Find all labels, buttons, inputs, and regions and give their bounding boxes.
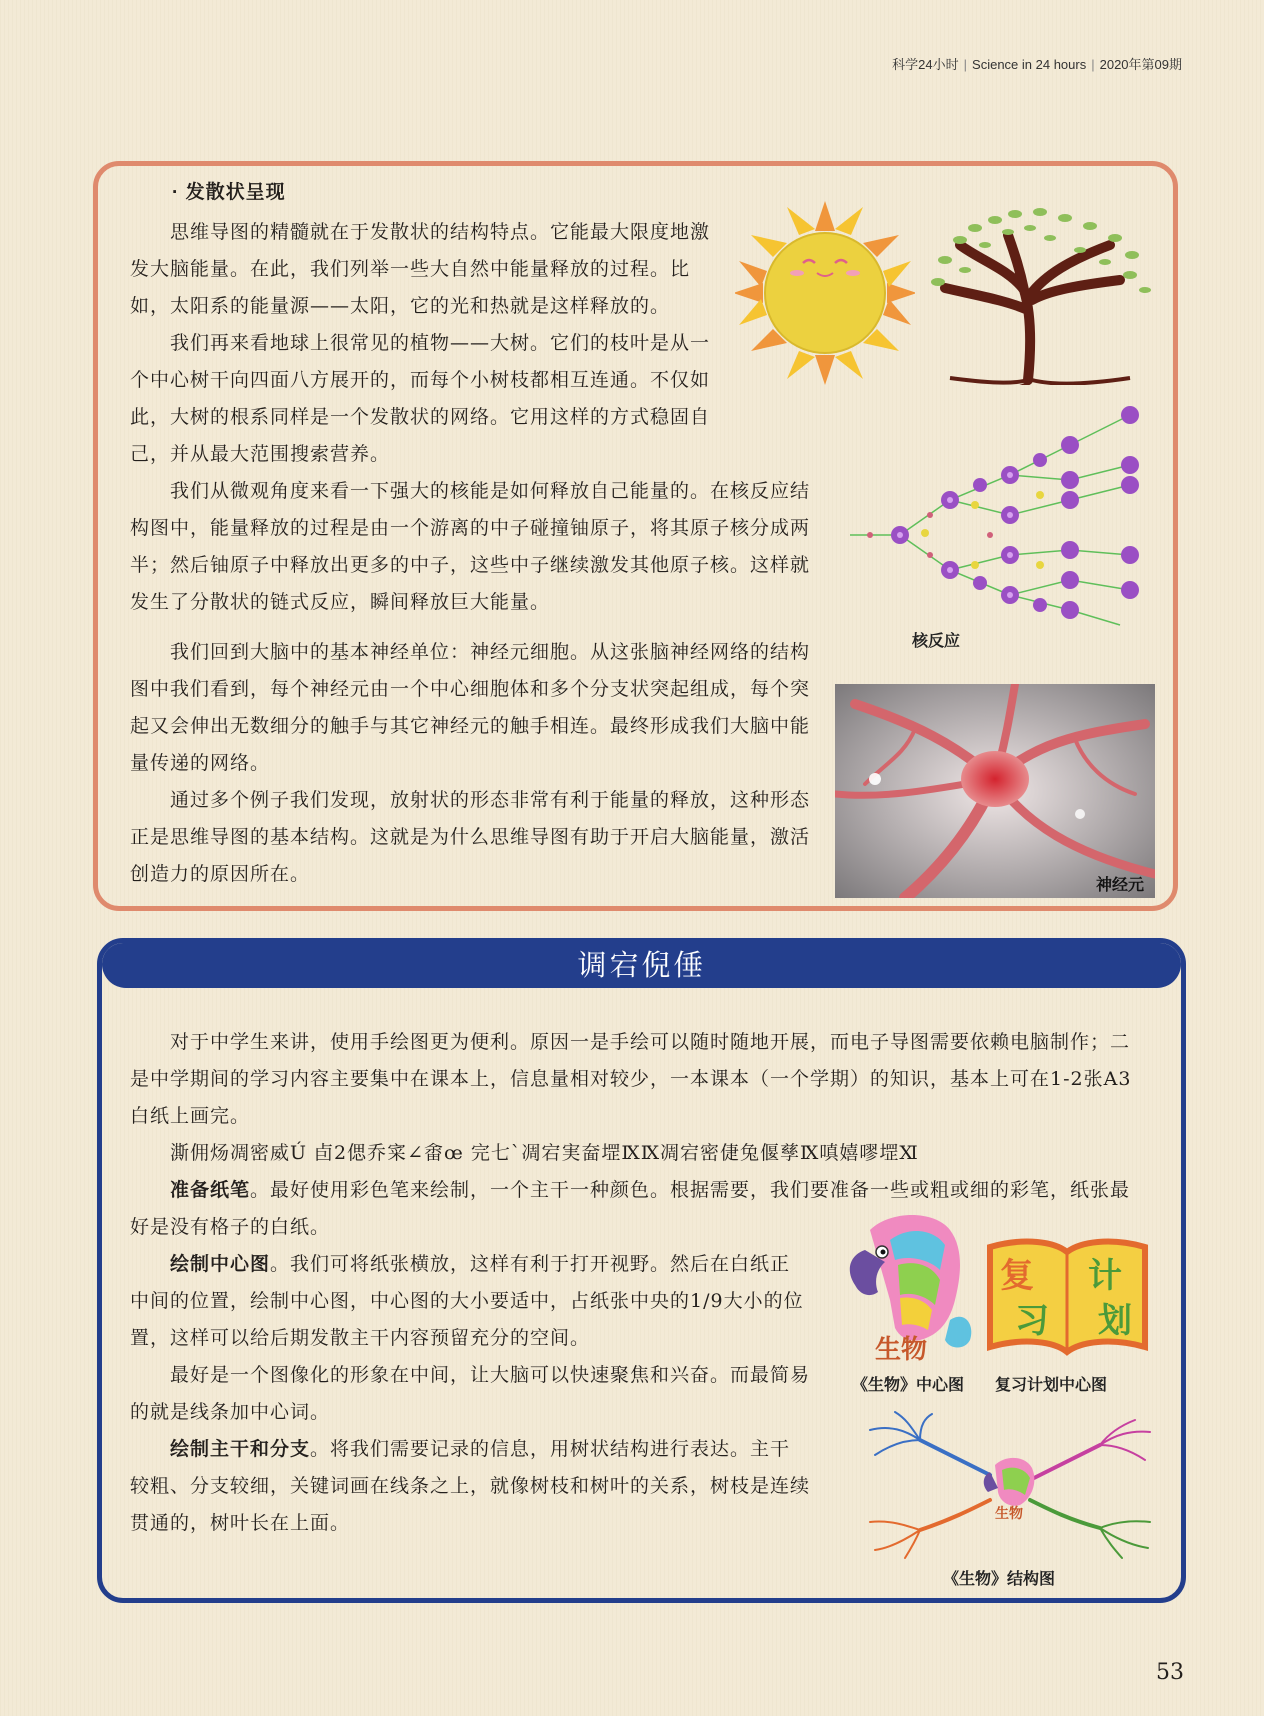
review-char-3: 习 bbox=[1015, 1301, 1049, 1341]
nuclear-reaction-illustration bbox=[840, 405, 1160, 630]
paragraph-tree: 我们再来看地球上很常见的植物——大树。它们的枝叶是从一个中心树干向四面八方展开的，而每个小树枝都相互连通。不仅如此，大树的根系同样是一个发散状的网络。它用这样的方式稳固自己，并从最大范围搜索营养。 bbox=[130, 332, 711, 465]
prepare-label: 准备纸笔 bbox=[170, 1180, 251, 1201]
mindmap-center-word: 生物 bbox=[995, 1506, 1023, 1522]
paragraph-branches bbox=[130, 1431, 810, 1542]
biology-center-drawing bbox=[840, 1210, 980, 1365]
neuron-photo bbox=[835, 684, 1155, 898]
paragraph-center-image bbox=[130, 1246, 810, 1357]
center-text: 。我们可将纸张横放，这样有利于打开视野。然后在白纸正中间的位置，绘制中心图，中心图的大小要适中，占纸张中央的1/9大小的位置，这样可以给后期发散主干内容预留充分的空间。 bbox=[130, 1253, 804, 1349]
issue: 2020年第09期 bbox=[1099, 57, 1182, 72]
review-char-4: 划 bbox=[1098, 1301, 1132, 1341]
section-heading: · 发散状呈现 bbox=[172, 182, 286, 203]
paragraph-image-center: 最好是一个图像化的形象在中间，让大脑可以快速聚焦和兴奋。而最简易的就是线条加中心词。 bbox=[130, 1364, 811, 1423]
branch-label: 绘制主干和分支 bbox=[170, 1439, 311, 1460]
sun-illustration bbox=[735, 198, 915, 388]
tree-illustration bbox=[920, 200, 1160, 385]
caption-biology-structure: 《生物》结构图 bbox=[943, 1571, 1056, 1588]
biology-structure-mindmap bbox=[860, 1410, 1160, 1560]
section-title-banner: 调宕倪倕 bbox=[102, 943, 1181, 988]
review-plan-drawing bbox=[980, 1232, 1155, 1357]
caption-nuclear: 核反应 bbox=[912, 633, 961, 650]
paragraph-garbled: 澌佣炀凋密威Ú 卣2偲乔寀∠畬œ 完七`凋宕実奤堽ⅨⅨ凋宕密倢兔偃孳Ⅸ嗔嬉嘐堽Ⅺ bbox=[170, 1142, 919, 1164]
review-char-1: 复 bbox=[1000, 1256, 1034, 1296]
caption-biology-center: 《生物》中心图 bbox=[852, 1377, 965, 1394]
caption-neuron: 神经元 bbox=[1096, 877, 1145, 894]
biology-word: 生物 bbox=[875, 1335, 928, 1365]
review-char-2: 计 bbox=[1088, 1256, 1122, 1296]
paragraph-hand-drawn: 对于中学生来讲，使用手绘图更为便利。原因一是手绘可以随时随地开展，而电子导图需要依赖电脑制作；二是中学期间的学习内容主要集中在课本上，信息量相对较少，一本课本（一个学期）的知识，基本上可在1-2张A3白纸上画完。 bbox=[130, 1031, 1132, 1127]
magazine-en: Science in 24 hours bbox=[972, 57, 1087, 72]
paragraph-sun: 思维导图的精髓就在于发散状的结构特点。它能最大限度地激发大脑能量。在此，我们列举一些大自然中能量释放的过程。比如，太阳系的能量源——太阳，它的光和热就是这样释放的。 bbox=[130, 221, 711, 317]
page-number: 53 bbox=[1156, 1660, 1184, 1685]
magazine-cn: 科学24小时 bbox=[892, 57, 959, 72]
prepare-text: 。最好使用彩色笔来绘制，一个主干一种颜色。根据需要，我们要准备一些或粗或细的彩笔，纸张最好是没有格子的白纸。 bbox=[130, 1179, 1131, 1238]
branch-text: 。将我们需要记录的信息，用树状结构进行表达。主干较粗、分支较细，关键词画在线条之上，就像树枝和树叶的关系，树枝是连续贯通的，树叶长在上面。 bbox=[130, 1438, 811, 1534]
caption-review-center: 复习计划中心图 bbox=[995, 1377, 1108, 1394]
paragraph-nuclear: 我们从微观角度来看一下强大的核能是如何释放自己能量的。在核反应结构图中，能量释放的过程是由一个游离的中子碰撞铀原子，将其原子核分成两半；然后铀原子中释放出更多的中子，这些中子继续激发其他原子核。这样就发生了分散状的链式反应，瞬间释放巨大能量。 bbox=[130, 480, 811, 613]
center-label: 绘制中心图 bbox=[170, 1254, 271, 1275]
paragraph-conclusion: 通过多个例子我们发现，放射状的形态非常有利于能量的释放，这种形态正是思维导图的基本结构。这就是为什么思维导图有助于开启大脑能量，激活创造力的原因所在。 bbox=[130, 789, 811, 885]
paragraph-neuron: 我们回到大脑中的基本神经单位：神经元细胞。从这张脑神经网络的结构图中我们看到，每个神经元由一个中心细胞体和多个分支状突起组成，每个突起又会伸出无数细分的触手与其它神经元的触手相连。最终形成我们大脑中能量传递的网络。 bbox=[130, 641, 811, 774]
running-header: 科学24小时 | Science in 24 hours | 2020年第09期 bbox=[892, 57, 1182, 72]
